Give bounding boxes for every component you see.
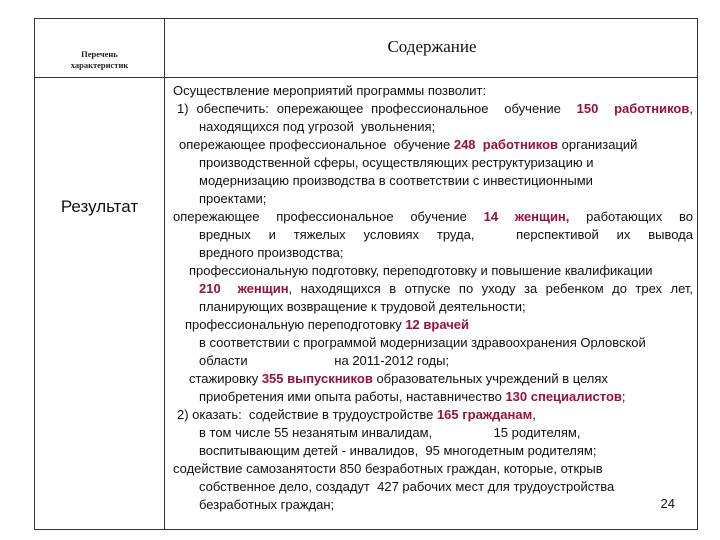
content-line bbox=[173, 226, 693, 244]
line-text: образовательных учреждений в целях bbox=[372, 371, 608, 386]
content-line bbox=[173, 298, 693, 316]
content-line bbox=[173, 388, 693, 406]
header-left-line1: Перечень bbox=[81, 49, 118, 59]
content-line bbox=[173, 442, 693, 460]
line-text: профессиональную переподготовку bbox=[185, 317, 406, 332]
header-content-title: Содержание bbox=[387, 37, 477, 56]
content-line bbox=[173, 136, 693, 154]
highlighted-figure: 130 специалистов bbox=[505, 389, 622, 404]
line-text: вредных и тяжелых условиях труда, перспективой их вывода bbox=[199, 227, 693, 242]
content-line bbox=[173, 118, 693, 136]
content-line bbox=[173, 190, 693, 208]
content-line bbox=[173, 334, 693, 352]
line-text: опережающее профессиональное обучение bbox=[173, 209, 484, 224]
line-text: , bbox=[532, 407, 536, 422]
line-text: собственное дело, создадут 427 рабочих мест для трудоустройства bbox=[199, 479, 615, 494]
line-text: в том числе 55 незанятым инвалидам, 15 родителям, bbox=[199, 425, 581, 440]
line-text: находящихся под угрозой увольнения; bbox=[199, 119, 436, 134]
line-text: области на 2011-2012 годы; bbox=[199, 353, 450, 368]
line-text: 1) обеспечить: опережающее профессиональное обучение bbox=[177, 101, 577, 116]
line-text: , bbox=[689, 101, 693, 116]
content-line bbox=[173, 280, 693, 298]
content-line bbox=[173, 262, 693, 280]
header-characteristics bbox=[35, 49, 164, 71]
line-text: , находящихся в отпуске по уходу за ребенком до трех лет, bbox=[288, 281, 693, 296]
highlighted-figure: 150 работников bbox=[576, 101, 690, 116]
highlighted-figure: 210 женщин bbox=[199, 281, 289, 296]
content-line bbox=[173, 352, 693, 370]
content-line bbox=[173, 244, 693, 262]
content-line bbox=[173, 316, 693, 334]
line-text: организаций bbox=[558, 137, 638, 152]
line-text: производственной сферы, осуществляющих реструктуризацию и bbox=[199, 155, 594, 170]
line-text: ; bbox=[621, 389, 626, 404]
content-line bbox=[173, 82, 693, 100]
highlighted-figure: 248 работников bbox=[453, 137, 559, 152]
line-text: содействие самозанятости 850 безработных граждан, которые, открыв bbox=[173, 461, 603, 476]
line-text: проектами; bbox=[199, 191, 267, 206]
line-text: безработных граждан; bbox=[199, 497, 335, 512]
content-line bbox=[173, 208, 693, 226]
highlighted-figure: 355 выпускников bbox=[261, 371, 373, 386]
column-divider bbox=[164, 19, 165, 529]
line-text: модернизацию производства в соответствии с инвестиционными bbox=[199, 173, 593, 188]
highlighted-figure: 12 врачей bbox=[405, 317, 470, 332]
highlighted-figure: 14 женщин, bbox=[483, 209, 570, 224]
line-text: Осуществление мероприятий программы позволит: bbox=[173, 83, 487, 98]
result-description bbox=[173, 82, 693, 514]
line-text: приобретения ими опыта работы, наставничество bbox=[199, 389, 506, 404]
content-table bbox=[34, 18, 698, 530]
highlighted-figure: 165 гражданам bbox=[436, 407, 533, 422]
line-text: профессиональную подготовку, переподготовку и повышение квалификации bbox=[189, 263, 653, 278]
row-label-result: Результат bbox=[60, 197, 139, 216]
line-text: в соответствии с программой модернизации здравоохранения Орловской bbox=[199, 335, 646, 350]
content-line bbox=[173, 406, 693, 424]
line-text: работающих во bbox=[569, 209, 693, 224]
page-number: 24 bbox=[660, 496, 675, 511]
content-line bbox=[173, 496, 693, 514]
line-text: вредного производства; bbox=[199, 245, 344, 260]
line-text: планирующих возвращение к трудовой деятельности; bbox=[199, 299, 526, 314]
content-line bbox=[173, 154, 693, 172]
line-text: воспитывающим детей - инвалидов, 95 многодетным родителям; bbox=[199, 443, 597, 458]
content-line bbox=[173, 478, 693, 496]
line-text: 2) оказать: содействие в трудоустройстве bbox=[177, 407, 437, 422]
content-line bbox=[173, 424, 693, 442]
line-text: опережающее профессиональное обучение bbox=[179, 137, 454, 152]
line-text: стажировку bbox=[189, 371, 262, 386]
content-line bbox=[173, 172, 693, 190]
content-line bbox=[173, 370, 693, 388]
content-line bbox=[173, 460, 693, 478]
header-divider bbox=[35, 77, 697, 78]
content-line bbox=[173, 100, 693, 118]
header-left-line2: характеристик bbox=[70, 60, 129, 70]
